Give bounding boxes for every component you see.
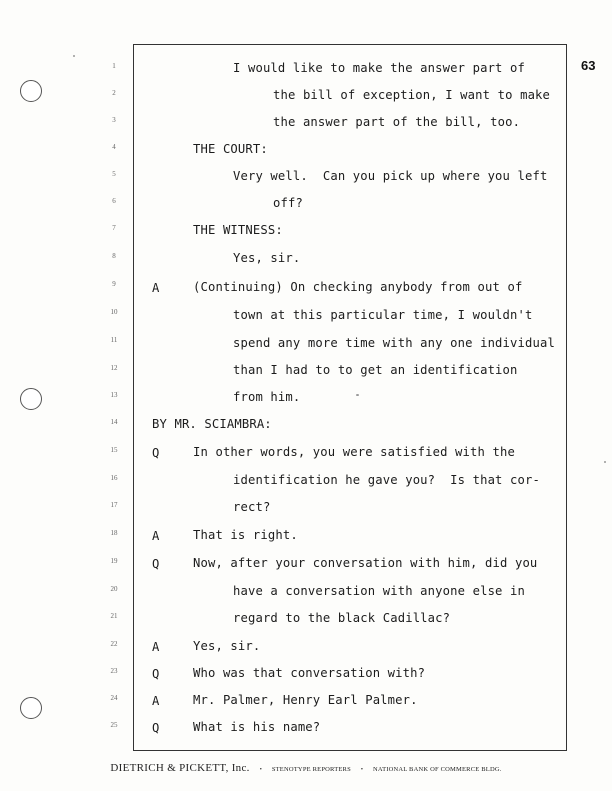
reporter-footer <box>0 758 612 776</box>
binder-hole-middle <box>20 388 42 410</box>
transcript-line: regard to the black Cadillac? <box>233 611 451 625</box>
transcript-line: spend any more time with any one individual <box>233 336 555 350</box>
binder-hole-bottom <box>20 697 42 719</box>
answer-label: A <box>152 694 160 708</box>
line-number: 15 <box>110 446 118 454</box>
transcript-line: Who was that conversation with? <box>193 666 426 680</box>
line-number: 11 <box>110 336 118 344</box>
scan-speck <box>73 55 75 57</box>
page-number: 63 <box>581 58 596 73</box>
scan-speck <box>604 461 606 463</box>
line-number: 21 <box>110 612 118 620</box>
page-frame-bottom-rule <box>133 750 567 751</box>
line-number: 8 <box>112 252 116 260</box>
line-number: 5 <box>112 170 116 178</box>
speaker-heading: THE WITNESS: <box>193 223 283 237</box>
transcript-line: What is his name? <box>193 720 321 734</box>
footer-separator: • <box>259 767 262 773</box>
binder-hole-top <box>20 80 42 102</box>
line-number: 1 <box>112 62 116 70</box>
scan-speck <box>356 394 359 396</box>
footer-separator: • <box>360 767 363 773</box>
line-number: 19 <box>110 557 118 565</box>
transcript-line: from him. <box>233 390 301 404</box>
line-number: 12 <box>110 364 118 372</box>
transcript-line: the bill of exception, I want to make <box>273 88 551 102</box>
question-label: Q <box>152 667 160 681</box>
line-number: 10 <box>110 308 118 316</box>
question-label: Q <box>152 557 160 571</box>
line-number: 18 <box>110 529 118 537</box>
footer-reporters: STENOTYPE REPORTERS <box>271 766 351 773</box>
transcript-line: In other words, you were satisfied with the <box>193 445 515 459</box>
line-number: 9 <box>112 280 116 288</box>
line-number: 7 <box>112 224 116 232</box>
answer-label: A <box>152 281 160 295</box>
question-label: Q <box>152 721 160 735</box>
line-number: 16 <box>110 474 118 482</box>
transcript-line: the answer part of the bill, too. <box>273 115 521 129</box>
line-number: 4 <box>112 143 116 151</box>
footer-firm-name: DIETRICH & PICKETT, Inc. <box>110 762 250 774</box>
footer-address: NATIONAL BANK OF COMMERCE BLDG. <box>373 766 502 773</box>
answer-label: A <box>152 640 160 654</box>
transcript-line: off? <box>273 196 303 210</box>
speaker-heading: THE COURT: <box>193 142 268 156</box>
transcript-line: identification he gave you? Is that cor- <box>233 473 540 487</box>
transcript-line: Now, after your conversation with him, did you <box>193 556 538 570</box>
line-number: 2 <box>112 89 116 97</box>
transcript-line: than I had to to get an identification <box>233 363 518 377</box>
line-number: 14 <box>110 418 118 426</box>
transcript-line: Very well. Can you pick up where you left <box>233 169 548 183</box>
question-label: Q <box>152 446 160 460</box>
line-number: 3 <box>112 116 116 124</box>
line-number: 20 <box>110 585 118 593</box>
transcript-line: That is right. <box>193 528 298 542</box>
line-number: 24 <box>110 694 118 702</box>
transcript-line: Yes, sir. <box>233 251 301 265</box>
transcript-line: (Continuing) On checking anybody from out of <box>193 280 523 294</box>
line-number: 17 <box>110 501 118 509</box>
transcript-line: Yes, sir. <box>193 639 261 653</box>
line-number: 23 <box>110 667 118 675</box>
line-number: 25 <box>110 721 118 729</box>
transcript-line: rect? <box>233 500 271 514</box>
line-number: 6 <box>112 197 116 205</box>
transcript-line: town at this particular time, I wouldn't <box>233 308 533 322</box>
transcript-line: have a conversation with anyone else in <box>233 584 526 598</box>
transcript-line: Mr. Palmer, Henry Earl Palmer. <box>193 693 418 707</box>
answer-label: A <box>152 529 160 543</box>
line-number: 13 <box>110 391 118 399</box>
line-number: 22 <box>110 640 118 648</box>
examination-heading: BY MR. SCIAMBRA: <box>152 417 272 431</box>
transcript-line: I would like to make the answer part of <box>233 61 526 75</box>
